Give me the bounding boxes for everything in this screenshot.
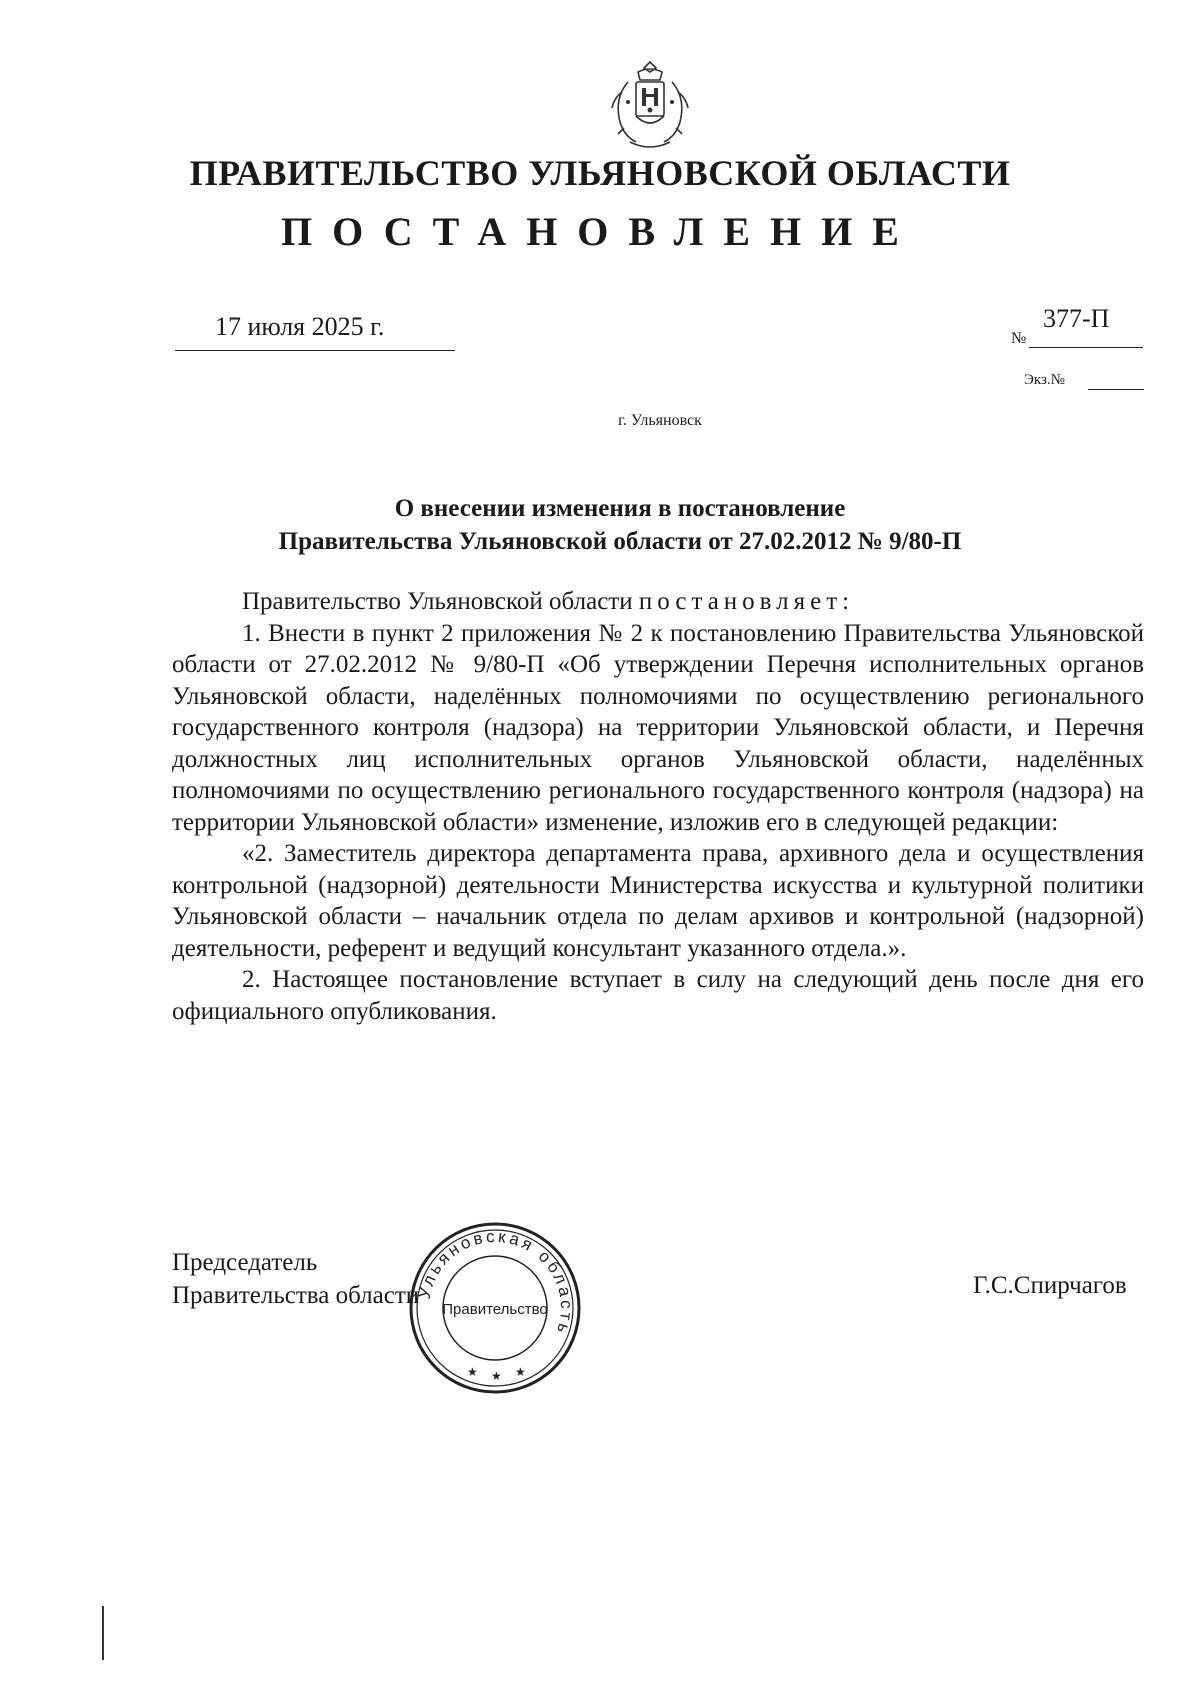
subject-line-2: Правительства Ульяновской области от 27.02.2012 № 9/80-П: [278, 528, 962, 555]
signatory-position-line-1: Председатель: [172, 1249, 318, 1276]
coat-of-arms-emblem: [600, 58, 700, 158]
document-body: [172, 586, 1144, 1027]
svg-text:★: ★: [515, 1365, 526, 1379]
number-sign: №: [1011, 330, 1027, 347]
body-paragraph-1: 1. Внести в пункт 2 приложения № 2 к постановлению Правительства Ульяновской области от 27.02.2012 № 9/80-П «Об утверждении Перечня исполнительных органов Ульяновской области, наделённых полномочиями по осуществлению регионального государственного контроля (надзора) на территории Ульяновской области, и Перечня должностных лиц исполнительных органов Ульяновской области, наделённых полномочиями по осуществлению регионального государственного контроля (надзора) на территории Ульяновской области» изменение, изложив его в следующей редакции:: [172, 619, 1144, 836]
body-paragraph-2: «2. Заместитель директора департамента права, архивного дела и осуществления контрольной (надзорной) деятельности Министерства искусства и культурной политики Ульяновской области – начальник отдела по делам архивов и контрольной (надзорной) деятельности, референт и ведущий консультант указанного отдела.».: [172, 840, 1144, 962]
signatory-position-line-2: Правительства области: [172, 1282, 420, 1309]
margin-mark: [102, 1606, 104, 1660]
city-name: г. Ульяновск: [618, 412, 702, 429]
svg-text:Ульяновская область: [415, 1227, 577, 1338]
body-paragraph-3: 2. Настоящее постановление вступает в силу на следующий день после дня его официального опубликования.: [172, 966, 1144, 1025]
svg-text:★: ★: [491, 1369, 502, 1383]
seal-star-icons: [467, 1365, 526, 1383]
intro-prefix: Правительство Ульяновской области: [242, 588, 633, 615]
document-subject: [180, 492, 1060, 558]
date-underline: [175, 350, 455, 351]
signatory-position: [172, 1246, 419, 1312]
copy-number-label: Экз.№: [1024, 372, 1065, 388]
subject-line-1: О внесении изменения в постановление: [394, 495, 846, 522]
svg-text:★: ★: [467, 1365, 478, 1379]
seal-center-text: Правительство: [442, 1301, 548, 1318]
seal-ring-text: Ульяновская область: [414, 1226, 577, 1339]
document-type-title: ПОСТАНОВЛЕНИЕ: [281, 209, 919, 254]
copy-number-underline: [1088, 389, 1144, 390]
intro-verb: постановляет:: [638, 588, 855, 615]
body-intro: [172, 586, 1144, 618]
document-date: 17 июля 2025 г.: [215, 312, 385, 341]
official-seal: [405, 1218, 585, 1398]
document-number: 377-П: [1043, 304, 1110, 333]
number-underline: [1029, 347, 1143, 348]
signatory-name: Г.С.Спирчагов: [973, 1272, 1127, 1299]
organization-title: ПРАВИТЕЛЬСТВО УЛЬЯНОВСКОЙ ОБЛАСТИ: [189, 153, 1011, 193]
